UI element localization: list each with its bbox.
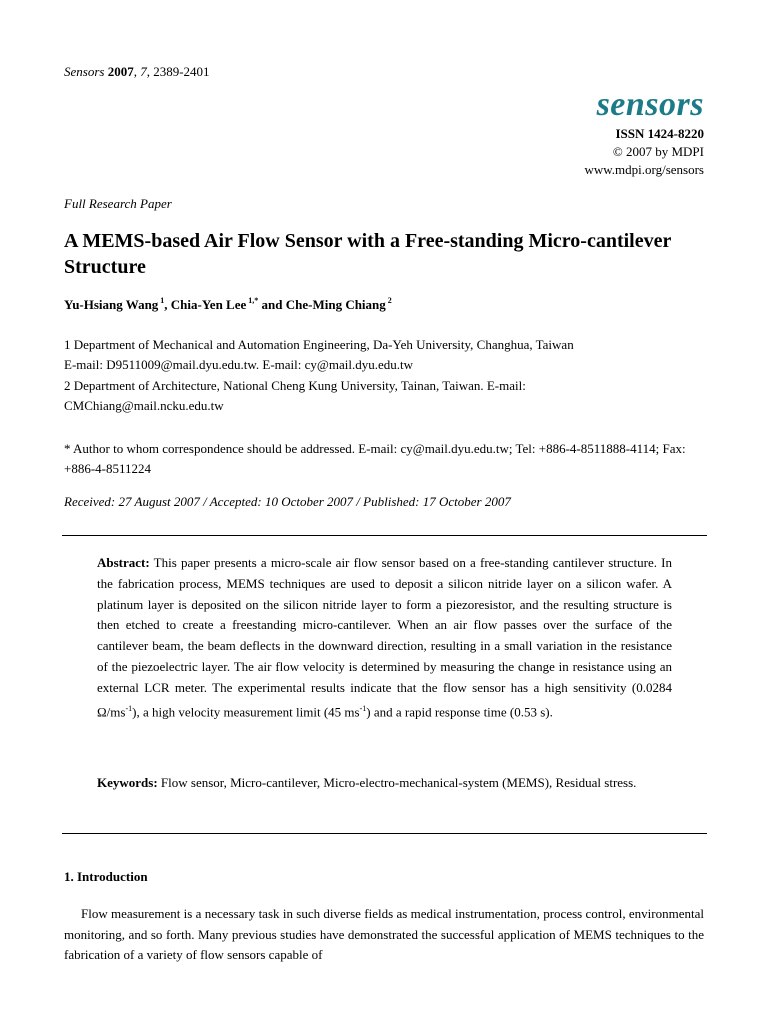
author-affiliation-mark: 1 bbox=[160, 296, 165, 305]
author-name: Yu-Hsiang Wang bbox=[64, 297, 159, 312]
paper-type: Full Research Paper bbox=[64, 196, 172, 211]
journal-name: Sensors bbox=[64, 64, 105, 79]
keywords-text: Flow sensor, Micro-cantilever, Micro-electro-mechanical-system (MEMS), Residual stress. bbox=[157, 775, 637, 790]
section-heading: 1. Introduction bbox=[64, 869, 148, 884]
author-affiliation-mark: 1,* bbox=[248, 296, 259, 305]
superscript: -1 bbox=[359, 703, 367, 713]
journal-logo: sensors bbox=[596, 86, 704, 123]
keywords bbox=[97, 773, 672, 794]
author-separator: , bbox=[164, 297, 171, 312]
author-list bbox=[64, 296, 392, 313]
author-name: Chia-Yen Lee bbox=[170, 297, 247, 312]
superscript: -1 bbox=[125, 703, 133, 713]
keywords-label: Keywords: bbox=[97, 775, 158, 790]
abstract-text: ), a high velocity measurement limit (45 ms bbox=[132, 703, 360, 719]
correspondence-note: * Author to whom correspondence should be addressed. E-mail: cy@mail.dyu.edu.tw; Tel: +886-4-8511888-4114; Fax: +886-4-8511224 bbox=[64, 441, 686, 476]
journal-year: 2007 bbox=[107, 64, 134, 79]
body-paragraph: Flow measurement is a necessary task in such diverse fields as medical instrumentation, process control, environmental monitoring, and so forth. Many previous studies have demonstrated the successful application of MEMS techniques to the fabrication of a variety of flow sensors capable of bbox=[64, 906, 704, 962]
issn: ISSN 1424-8220 bbox=[615, 126, 704, 141]
paper-title: A MEMS-based Air Flow Sensor with a Free-standing Micro-cantilever Structure bbox=[64, 230, 672, 278]
journal-url[interactable]: www.mdpi.org/sensors bbox=[584, 162, 704, 177]
abstract-label: Abstract: bbox=[97, 555, 150, 570]
corresponding-star: * bbox=[254, 296, 259, 305]
affiliation-1-email: E-mail: D9511009@mail.dyu.edu.tw. E-mail: cy@mail.dyu.edu.tw bbox=[64, 357, 414, 372]
copyright: © 2007 by MDPI bbox=[612, 144, 704, 159]
journal-volume: 7 bbox=[140, 64, 147, 79]
journal-pages: 2389-2401 bbox=[153, 64, 210, 79]
author-separator: and bbox=[258, 297, 286, 312]
abstract-text: This paper presents a micro-scale air flow sensor based on a free-standing cantilever structure. In the fabrication process, MEMS techniques are used to deposit a silicon nitride layer on a silicon wafer. A platinum layer is deposited on the silicon nitride layer to form a piezoresistor, and the resulting structure is then etched to create a freestanding micro-cantilever. When an air flow passes over the surface of the cantilever beam, the beam deflects in the downward direction, resulting in a small variation in the resistance of the piezoelectric layer. The air flow velocity is determined by measuring the change in resistance using an external LCR meter. The experimental results indicate that the flow sensor has a high sensitivity (0.0284 Ω/ms bbox=[97, 555, 672, 719]
abstract-text: ) and a rapid response time (0.53 s). bbox=[366, 703, 553, 719]
citation: Sensors 2007, 7, 2389-2401 bbox=[64, 64, 210, 79]
affiliation-1: 1 Department of Mechanical and Automation Engineering, Da-Yeh University, Changhua, Taiwan bbox=[64, 337, 574, 352]
publication-dates: Received: 27 August 2007 / Accepted: 10 October 2007 / Published: 17 October 2007 bbox=[64, 494, 511, 509]
divider bbox=[62, 535, 707, 536]
author-name: Che-Ming Chiang bbox=[285, 297, 386, 312]
abstract bbox=[97, 553, 672, 723]
author-affiliation-mark: 2 bbox=[387, 296, 392, 305]
affiliation-2: 2 Department of Architecture, National Cheng Kung University, Tainan, Taiwan. E-mail: CMChiang@mail.ncku.edu.tw bbox=[64, 378, 526, 413]
divider bbox=[62, 833, 707, 834]
